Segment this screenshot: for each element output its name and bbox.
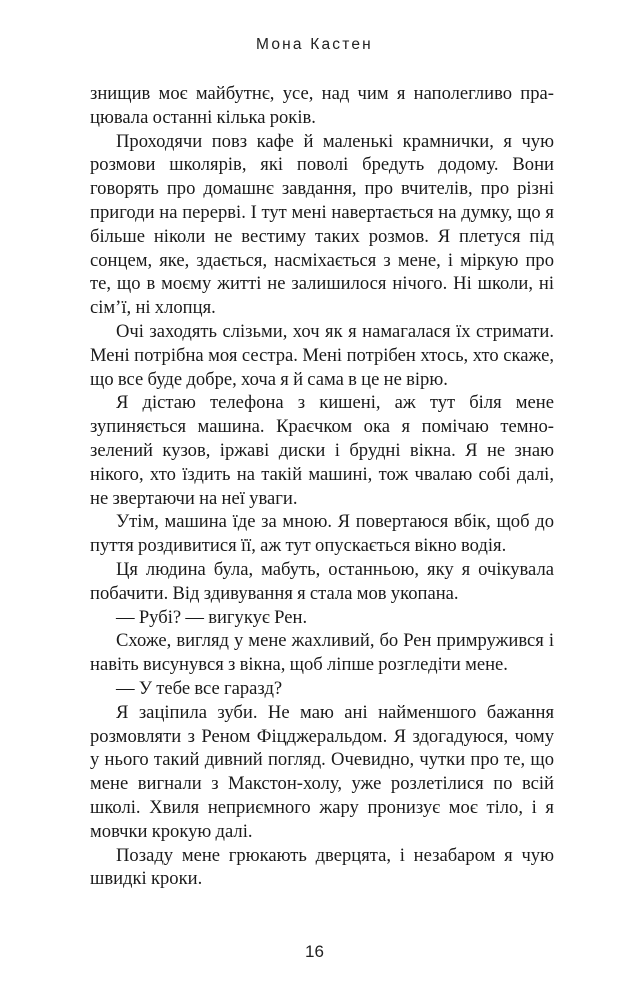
- paragraph: Я заціпила зуби. Не маю ані найменшого бажання розмовляти з Реном Фіцджеральдом. Я здогадуюся, чому у нього такий дивний погляд. Очевидно, чутки про те, що мене вигнали з Макстон-холу, уже розлетілися по всій школі. Хвиля неприємного жару пронизує моє тіло, і я мовчки крокую далі.: [90, 701, 554, 842]
- paragraph: Очі заходять слізьми, хоч як я намагалася їх стримати. Мені потрібна моя сестра. Мені потрібен хтось, хто скаже, що все буде добре, хоча я й сама в це не вірю.: [90, 320, 554, 390]
- paragraph: Ця людина була, мабуть, останньою, яку я очікувала побачити. Від здивування я стала мов укопана.: [90, 558, 554, 604]
- dialogue-line: — Рубі? — вигукує Рен.: [116, 606, 308, 628]
- running-head: Мона Кастен: [256, 36, 373, 53]
- page-number: 16: [305, 942, 324, 961]
- paragraph: Утім, машина їде за мною. Я повертаюся вбік, щоб до пуття роздивитися її, аж тут опускається вікно водія.: [90, 511, 554, 557]
- paragraph: Я дістаю телефона з кишені, аж тут біля мене зупиняється машина. Краєчком ока я помічаю темнозелений кузов, іржаві диски і брудні вікна. Я не знаю нікого, хто їздить на такій машині, тож чвалаю собі далі, не звертаючи на неї уваги.: [90, 392, 554, 509]
- dialogue-line: — У тебе все гаразд?: [116, 677, 283, 699]
- paragraph: Позаду мене грюкають дверцята, і незабаром я чую швидкі кроки.: [90, 844, 554, 890]
- paragraph: знищив моє майбутнє, усе, над чим я наполегливо працювала останні кілька років.: [90, 83, 554, 128]
- paragraph: Схоже, вигляд у мене жахливий, бо Рен примружився і навіть висунувся з вікна, щоб ліпше розгледіти мене.: [90, 630, 554, 676]
- body-text: [90, 82, 554, 891]
- paragraph: Проходячи повз кафе й маленькі крамнички, я чую розмови школярів, які поволі бредуть додому. Вони говорять про домашнє завдання, про вчителів, про різні пригоди на перерві. І тут мені навертається на думку, що я більше ніколи не вестиму таких розмов. Я плетуся під сонцем, яке, здається, насміхається з мене, і міркую про те, що в моєму житті не залишилося нічого. Ні школи, ні сім’ї, ні хлопця.: [90, 130, 554, 319]
